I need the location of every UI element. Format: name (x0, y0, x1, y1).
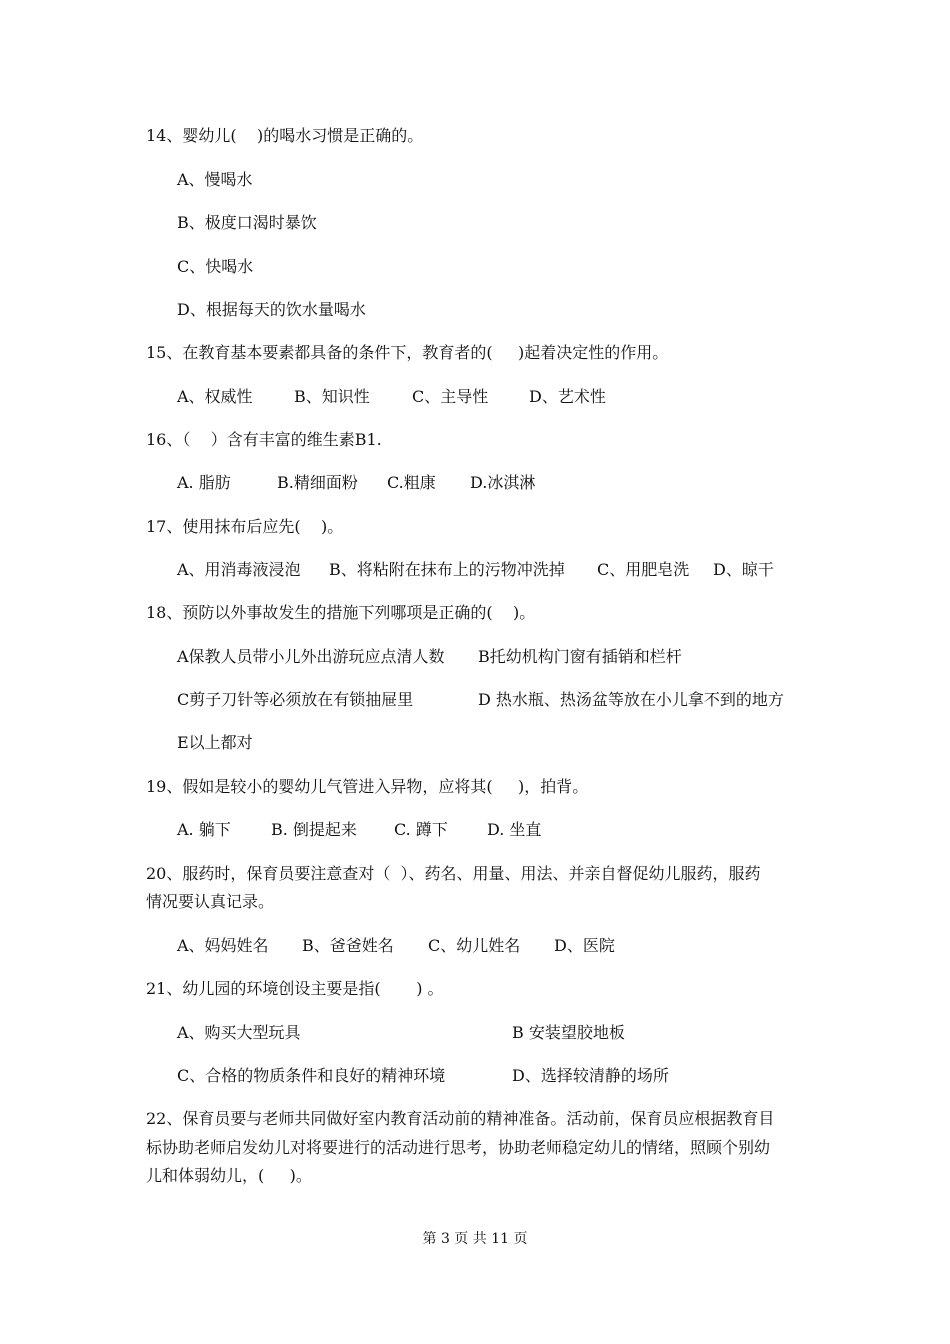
question-19-option-b: B. 倒提起来 (271, 820, 357, 839)
question-17-stem: 17、使用抹布后应先( )。 (146, 517, 344, 536)
question-21-stem: 21、幼儿园的环境创设主要是指( ) 。 (146, 979, 444, 998)
question-17-option-b: B、将粘附在抹布上的污物冲洗掉 (329, 560, 565, 579)
question-18-option-e: E以上都对 (177, 733, 253, 752)
page-number-footer: 第 3 页 共 11 页 (422, 1231, 528, 1247)
question-20-option-b: B、爸爸姓名 (302, 936, 394, 955)
question-18-option-a: A保教人员带小儿外出游玩应点清人数 (177, 647, 445, 666)
question-15-option-b: B、知识性 (294, 387, 370, 406)
question-22-stem-line-2: 标协助老师启发幼儿对将要进行的活动进行思考，协助老师稳定幼儿的情绪，照顾个别幼 (146, 1138, 771, 1157)
question-22-stem-line-1: 22、保育员要与老师共同做好室内教育活动前的精神准备。活动前，保育员应根据教育目 (146, 1109, 775, 1128)
question-17-option-c: C、用肥皂洗 (597, 560, 690, 579)
question-17-option-a: A、用消毒液浸泡 (177, 560, 301, 579)
question-18-option-d: D 热水瓶、热汤盆等放在小儿拿不到的地方 (478, 690, 784, 709)
question-14-stem: 14、婴幼儿( )的喝水习惯是正确的。 (146, 126, 424, 145)
question-19-option-d: D. 坐直 (487, 820, 542, 839)
question-21-option-a: A、购买大型玩具 (177, 1023, 301, 1042)
question-15-option-d: D、艺术性 (529, 387, 606, 406)
question-16-option-b: B.精细面粉 (277, 473, 358, 492)
question-15-stem: 15、在教育基本要素都具备的条件下，教育者的( )起着决定性的作用。 (146, 343, 669, 362)
question-18-option-c: C剪子刀针等必须放在有锁抽屉里 (177, 690, 414, 709)
question-22-stem-line-3: 儿和体弱幼儿，( )。 (146, 1166, 312, 1185)
question-20-option-a: A、妈妈姓名 (177, 936, 269, 955)
question-16-option-a: A. 脂肪 (177, 473, 231, 492)
question-19-option-a: A. 躺下 (177, 820, 231, 839)
question-20-option-d: D、医院 (554, 936, 615, 955)
question-21-option-b: B 安装望胶地板 (512, 1023, 625, 1042)
question-14-option-c: C、快喝水 (177, 257, 254, 276)
question-21-option-d: D、选择较清静的场所 (512, 1066, 669, 1085)
question-16-option-c: C.粗康 (387, 473, 436, 492)
question-14-option-b: B、极度口渴时暴饮 (177, 213, 317, 232)
question-15-option-a: A、权威性 (177, 387, 253, 406)
question-19-stem: 19、假如是较小的婴幼儿气管进入异物，应将其( )，拍背。 (146, 777, 589, 796)
question-15-option-c: C、主导性 (412, 387, 489, 406)
question-18-option-b: B托幼机构门窗有插销和栏杆 (478, 647, 682, 666)
question-16-stem: 16、（ ）含有丰富的维生素B1. (146, 430, 382, 449)
question-17-option-d: D、晾干 (713, 560, 774, 579)
question-16-option-d: D.冰淇淋 (470, 473, 536, 492)
question-14-option-d: D、根据每天的饮水量喝水 (177, 300, 366, 319)
question-18-stem: 18、预防以外事故发生的措施下列哪项是正确的( )。 (146, 603, 536, 622)
question-20-stem-line-2: 情况要认真记录。 (146, 892, 275, 911)
question-14-option-a: A、慢喝水 (177, 170, 253, 189)
question-19-option-c: C. 蹲下 (394, 820, 448, 839)
question-20-stem-line-1: 20、服药时，保育员要注意查对（ ）、药名、用量、用法、并亲自督促幼儿服药，服药 (146, 864, 761, 883)
question-20-option-c: C、幼儿姓名 (428, 936, 521, 955)
question-21-option-c: C、合格的物质条件和良好的精神环境 (177, 1066, 446, 1085)
